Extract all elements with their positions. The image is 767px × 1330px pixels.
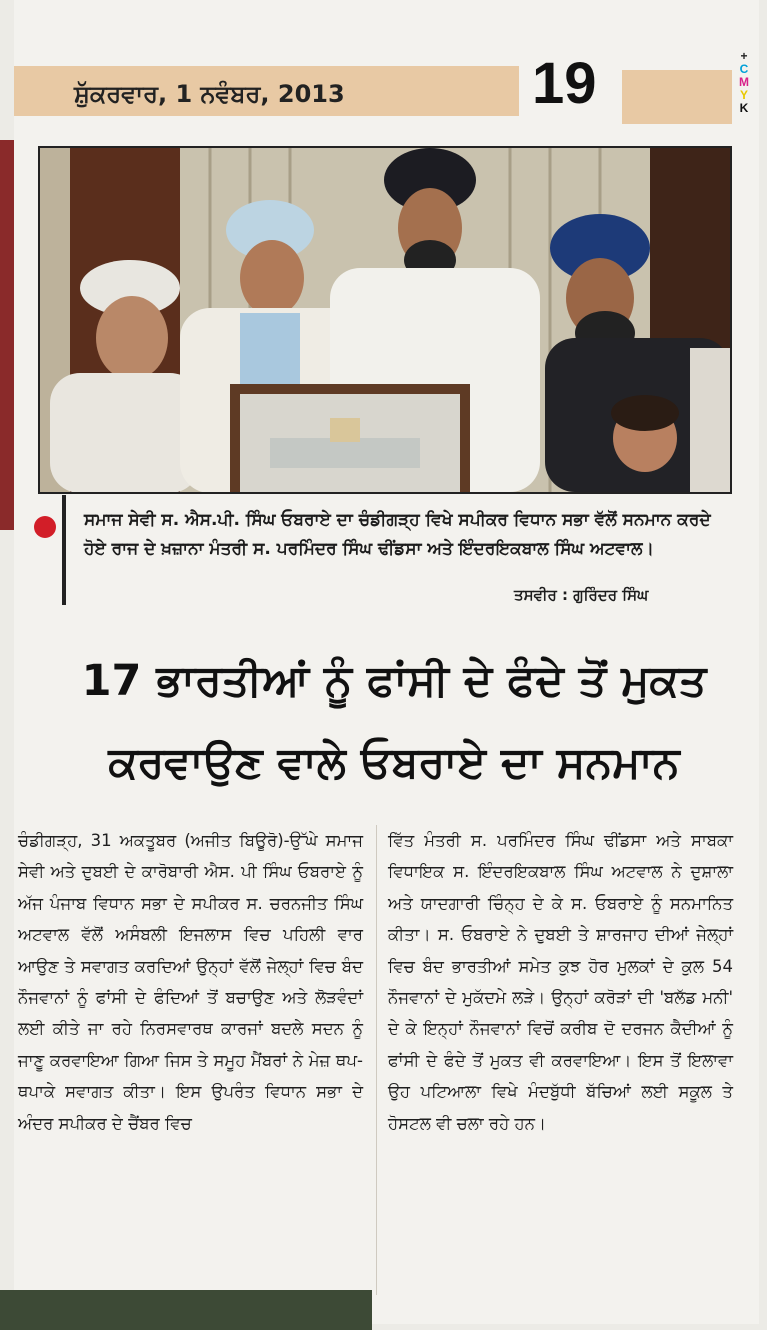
caption-bullet bbox=[34, 516, 56, 538]
color-mark: Y bbox=[739, 88, 748, 102]
photo-caption: ਸਮਾਜ ਸੇਵੀ ਸ. ਐਸ.ਪੀ. ਸਿੰਘ ਓਬਰਾਏ ਦਾ ਚੰਡੀਗੜ੍ਹ ਵਿਖੇ ਸਪੀਕਰ ਵਿਧਾਨ ਸਭਾ ਵੱਲੋਂ ਸਨਮਾਨ ਕਰਦੇ ਹੋਏ ਰਾਜ ਦੇ ਖ਼ਜ਼ਾਨਾ ਮੰਤਰੀ ਸ. ਪਰਮਿੰਦਰ ਸਿੰਘ ਢੀਂਡਸਾ ਅਤੇ ਇੰਦਰਇਕਬਾਲ ਸਿੰਘ ਅਟਵਾਲ। bbox=[84, 510, 711, 559]
headline-line-2: ਕਰਵਾਉਣ ਵਾਲੇ ਓਬਰਾਏ ਦਾ ਸਨਮਾਨ bbox=[108, 738, 680, 788]
next-photo-strip bbox=[0, 1290, 372, 1330]
adjacent-page-strip bbox=[0, 140, 14, 530]
photo-group-icon bbox=[40, 148, 730, 492]
column-divider bbox=[376, 825, 377, 1295]
news-photo bbox=[38, 146, 732, 494]
color-mark: K bbox=[739, 101, 749, 115]
color-mark: C bbox=[739, 62, 749, 76]
article-column-1: ਚੰਡੀਗੜ੍ਹ, 31 ਅਕਤੂਬਰ (ਅਜੀਤ ਬਿਊਰੋ)-ਉੱਘੇ ਸਮਾਜ ਸੇਵੀ ਅਤੇ ਦੁਬਈ ਦੇ ਕਾਰੋਬਾਰੀ ਐਸ. ਪੀ ਸਿੰਘ ਓਬਰਾਏ ਨੂੰ ਅੱਜ ਪੰਜਾਬ ਵਿਧਾਨ ਸਭਾ ਦੇ ਸਪੀਕਰ ਸ. ਚਰਨਜੀਤ ਸਿੰਘ ਅਟਵਾਲ ਵੱਲੋਂ ਅਸੰਬਲੀ ਇਜਲਾਸ ਵਿਚ ਪਹਿਲੀ ਵਾਰ ਆਉਣ ਤੇ ਸਵਾਗਤ ਕਰਦਿਆਂ ਉਨ੍ਹਾਂ ਵੱਲੋਂ ਜੇਲ੍ਹਾਂ ਵਿਚ ਬੰਦ ਨੌਜਵਾਨਾਂ ਨੂੰ ਫਾਂਸੀ ਦੇ ਫੰਦਿਆਂ ਤੋਂ ਬਚਾਉਣ ਅਤੇ ਲੋੜਵੰਦਾਂ ਲਈ ਕੀਤੇ ਜਾ ਰਹੇ ਨਿਰਸਵਾਰਥ ਕਾਰਜਾਂ ਬਦਲੇ ਸਦਨ ਨੂੰ ਜਾਣੂ ਕਰਵਾਇਆ ਗਿਆ ਜਿਸ ਤੇ ਸਮੂਹ ਮੈਂਬਰਾਂ ਨੇ ਮੇਜ਼ ਥਪ-ਥਪਾਕੇ ਸਵਾਗਤ ਕੀਤਾ। ਇਸ ਉਪਰੰਤ ਵਿਧਾਨ ਸਭਾ ਦੇ ਅੰਦਰ ਸਪੀਕਰ ਦੇ ਚੈਂਬਰ ਵਿਚ bbox=[18, 831, 363, 1133]
caption-rule bbox=[62, 495, 66, 605]
headline bbox=[44, 640, 744, 804]
header-date: ਸ਼ੁੱਕਰਵਾਰ, 1 ਨਵੰਬਰ, 2013 bbox=[74, 80, 345, 108]
header-band-right bbox=[622, 70, 732, 124]
newspaper-page bbox=[14, 0, 759, 1324]
color-mark: M bbox=[739, 75, 749, 89]
article-column-2: ਵਿੱਤ ਮੰਤਰੀ ਸ. ਪਰਮਿੰਦਰ ਸਿੰਘ ਢੀਂਡਸਾ ਅਤੇ ਸਾਬਕਾ ਵਿਧਾਇਕ ਸ. ਇੰਦਰਇਕਬਾਲ ਸਿੰਘ ਅਟਵਾਲ ਨੇ ਦੁਸ਼ਾਲਾ ਅਤੇ ਯਾਦਗਾਰੀ ਚਿੰਨ੍ਹ ਦੇ ਕੇ ਸ. ਓਬਰਾਏ ਨੂੰ ਸਨਮਾਨਿਤ ਕੀਤਾ। ਸ. ਓਬਰਾਏ ਨੇ ਦੁਬਈ ਤੇ ਸ਼ਾਰਜਾਹ ਦੀਆਂ ਜੇਲ੍ਹਾਂ ਵਿਚ ਬੰਦ ਭਾਰਤੀਆਂ ਸਮੇਤ ਕੁਝ ਹੋਰ ਮੁਲਕਾਂ ਦੇ ਕੁਲ 54 ਨੌਜਵਾਨਾਂ ਦੇ ਮੁਕੱਦਮੇ ਲੜੇ। ਉਨ੍ਹਾਂ ਕਰੋੜਾਂ ਦੀ 'ਬਲੱਡ ਮਨੀ' ਦੇ ਕੇ ਇਨ੍ਹਾਂ ਨੌਜਵਾਨਾਂ ਵਿਚੋਂ ਕਰੀਬ ਦੋ ਦਰਜਨ ਕੈਦੀਆਂ ਨੂੰ ਫਾਂਸੀ ਦੇ ਫੰਦੇ ਤੋਂ ਮੁਕਤ ਵੀ ਕਰਵਾਇਆ। ਇਸ ਤੋਂ ਇਲਾਵਾ ਉਹ ਪਟਿਆਲਾ ਵਿਖੇ ਮੰਦਬੁੱਧੀ ਬੱਚਿਆਂ ਲਈ ਸਕੂਲ ਤੇ ਹੋਸਟਲ ਵੀ ਚਲਾ ਰਹੇ ਹਨ। bbox=[388, 831, 733, 1133]
headline-line-1: 17 ਭਾਰਤੀਆਂ ਨੂੰ ਫਾਂਸੀ ਦੇ ਫੰਦੇ ਤੋਂ ਮੁਕਤ bbox=[81, 656, 707, 706]
photo-credit: ਤਸਵੀਰ : ਗੁਰਿੰਦਰ ਸਿੰਘ bbox=[514, 586, 649, 604]
color-registration-marks bbox=[736, 50, 752, 115]
color-mark: + bbox=[740, 49, 748, 63]
page-number: 19 bbox=[532, 51, 597, 116]
